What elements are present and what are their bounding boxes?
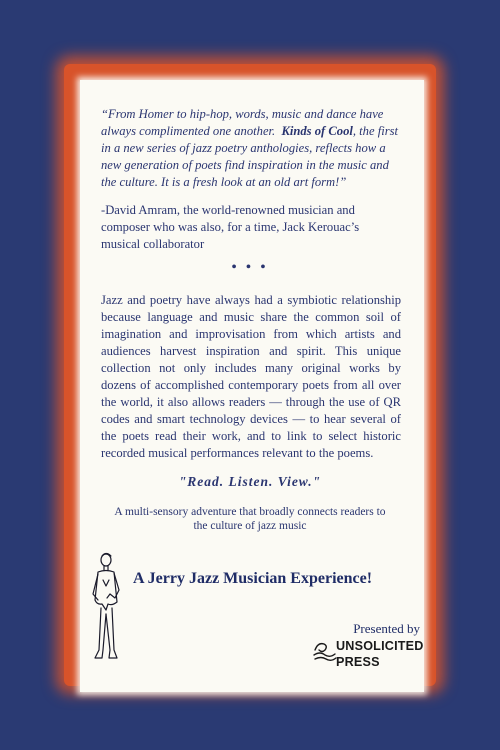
publisher-name (336, 638, 424, 670)
quote-text-1: “From Homer to hip-hop, words, music and dance have always complimented one another. (101, 107, 384, 138)
publisher-name-line1: UNSOLICITED (336, 639, 424, 653)
jazz-musician-figure-icon (84, 550, 130, 668)
publisher-logo (312, 636, 424, 680)
book-title: Kinds of Cool (281, 124, 353, 138)
presented-by-label: Presented by (353, 621, 420, 636)
subtagline: A multi-sensory adventure that broadly connects readers to the culture of jazz music (114, 506, 386, 532)
endorsement-quote (101, 106, 401, 191)
quote-text-2: , the first in a new series of jazz poetry anthologies, reflects how a new generation of poets find inspiration in the music and the culture. It is a fresh look at an old art form!” (101, 124, 399, 189)
book-description: Jazz and poetry have always had a symbiotic relationship because language and music share the common soil of imagination and improvisation from which artists and audiences harvest inspiration and spirit. This unique collection not only includes many original works by dozens of accomplished contemporary poets from all over the world, it also allows readers — through the use of QR codes and smart technology devices — to hear several of the poets read their work, and to link to select historic recorded musical performances relevant to the poems. (101, 293, 401, 460)
tagline: "Read. Listen. View." (178, 474, 322, 489)
quote-attribution: -David Amram, the world-renowned musician and composer who was also, for a time, Jack Kerouac’s musical collaborator (101, 203, 360, 251)
publisher-name-line2: PRESS (336, 655, 380, 669)
section-divider: • • • (231, 260, 269, 275)
experience-heading: A Jerry Jazz Musician Experience! (133, 570, 373, 587)
